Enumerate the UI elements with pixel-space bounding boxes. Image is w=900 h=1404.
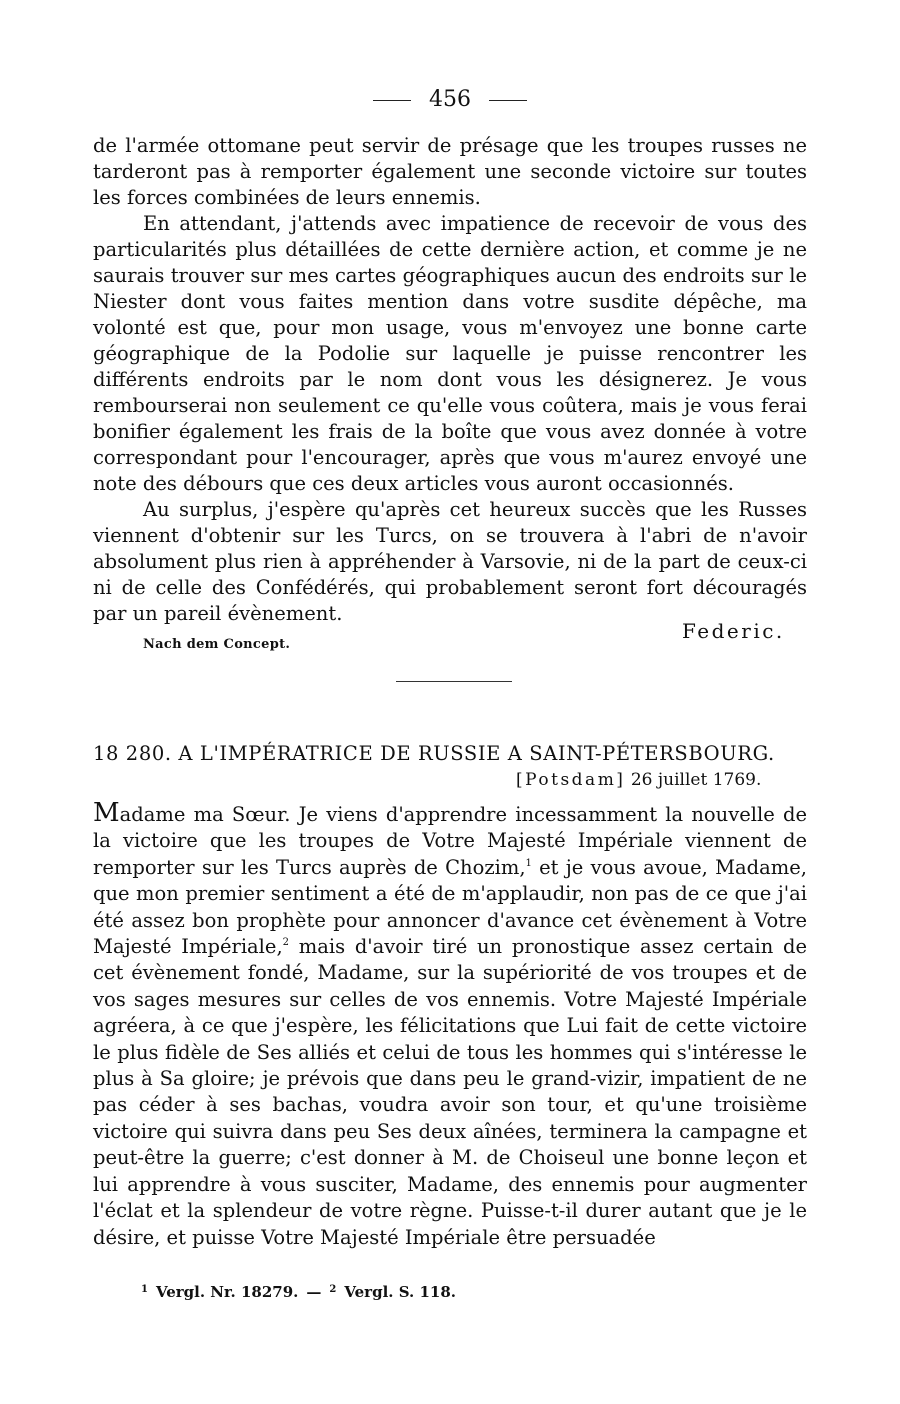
footnote-ref-1: 1 (525, 857, 532, 869)
date: 26 juillet 1769. (630, 770, 762, 790)
letter-2-paragraph (93, 800, 807, 1251)
letter-1-paragraph-3: Au surplus, j'espère qu'après cet heureux succès que les Russes viennent d'obtenir sur les Turcs, on se trouvera à l'abri de n'avoir absolument plus rien à appréhender à Varsovie, ni de la part de ceux-ci ni de celle des Confédérés, qui probablement seront fort découragés par un pareil évènement. (93, 498, 807, 625)
header-rule-right (489, 100, 527, 101)
footnote-2: Vergl. S. 118. (344, 1283, 456, 1301)
footnote-1: Vergl. Nr. 18279. (155, 1283, 299, 1301)
page-header (0, 86, 900, 114)
date-place: [Potsdam] (516, 770, 626, 790)
letter-2-text-1: adame ma Sœur. Je viens d'apprendre incessamment la nouvelle de la victoire que les troupes de Votre Majesté Impériale viennent de remporter sur les Turcs auprès de Chozim, (93, 803, 807, 879)
letter-1-paragraph-1: de l'armée ottomane peut servir de présage que les troupes russes ne tarderont pas à remporter également une seconde victoire sur toutes les forces combinées de leurs ennemis. (93, 134, 807, 209)
letter-1-body (93, 133, 807, 627)
footnotes (141, 1283, 456, 1301)
footnote-ref-2: 2 (282, 937, 290, 949)
footnote-separator: — (306, 1283, 322, 1301)
footnote-mark-2: 2 (329, 1284, 337, 1295)
initial-letter: M (93, 798, 120, 828)
signature: Federic. (682, 619, 785, 643)
letter-1-paragraph-2: En attendant, j'attends avec impatience de recevoir de vous des particularités plus détaillées de cette dernière action, et comme je ne saurais trouver sur mes cartes géographiques aucun des endroits sur le Niester dont vous faites mention dans votre susdite dépêche, ma volonté est que, pour mon usage, vous m'envoyez une bonne carte géographique de la Podolie sur laquelle je puisse rencontrer les différents endroits par le nom dont vous les désignerez. Je vous rembourserai non seulement ce qu'elle vous coûtera, mais je vous ferai bonifier également les frais de la boîte que vous avez donnée à votre correspondant pour l'encourager, après que vous m'aurez envoyé une note des débours que ces deux articles vous auront occasionnés. (93, 212, 807, 495)
footnote-mark-1: 1 (141, 1284, 148, 1295)
section-divider (396, 681, 512, 682)
page-number: 456 (429, 87, 471, 112)
letter-2-dateline (516, 770, 761, 790)
letter-2-text-2: et je vous avoue, Madame, que mon premier sentiment a été de m'applaudir, non pas de ce que j'ai été assez bon prophète pour annoncer d'avance cet évènement à Votre Majesté Impériale, (93, 855, 807, 959)
letter-2-heading: 18 280. A L'IMPÉRATRICE DE RUSSIE A SAINT-PÉTERSBOURG. (93, 742, 775, 765)
letter-2-text-3: mais d'avoir tiré un pronostique assez certain de cet évènement fondé, Madame, sur la supériorité de vos troupes et de vos sages mesures sur celles de vos ennemis. Votre Majesté Impériale agréera, à ce que j'espère, les félicitations que Lui fait de cette victoire le plus fidèle de Ses alliés et celui de tous les hommes qui s'intéresse le plus à Sa gloire; je prévois que dans peu le grand-vizir, impatient de ne pas céder à ses bachas, voudra avoir son tour, et qu'une troisième victoire qui suivra dans peu Ses deux aînées, terminera la campagne et peut-être la guerre; c'est donner à M. de Choiseul une bonne leçon et lui apprendre à vous susciter, Madame, des ennemis pour augmenter l'éclat et la splendeur de votre règne. Puisse-t-il durer autant que je le désire, et puisse Votre Majesté Impériale être persuadée (93, 935, 807, 1249)
letter-2-body (93, 800, 807, 1251)
source-note: Nach dem Concept. (143, 637, 291, 652)
header-rule-left (373, 100, 411, 101)
